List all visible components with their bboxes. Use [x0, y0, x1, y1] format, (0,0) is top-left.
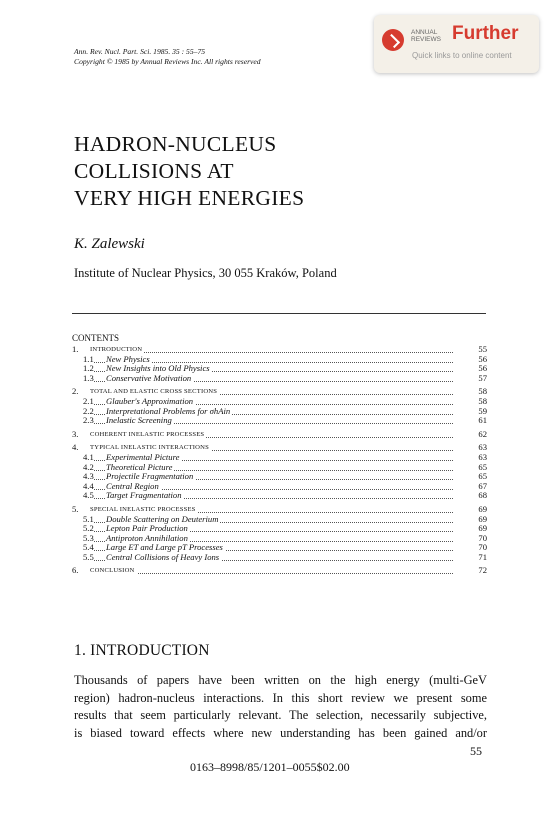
paragraph-line: is biased toward effects where new understanding has been gained and/or — [74, 725, 487, 740]
page-number: 55 — [470, 744, 482, 758]
toc-page: 69 — [478, 503, 487, 514]
toc-title: Inelastic Screening — [106, 415, 172, 426]
toc-page: 69 — [478, 523, 487, 534]
toc-page: 58 — [478, 395, 487, 406]
toc-title: Central Region — [106, 480, 159, 491]
journal-line-2: Copyright © 1985 by Annual Reviews Inc. All rights reserved — [74, 57, 261, 66]
toc-number: 5.2 — [83, 523, 94, 534]
toc-number: 1. — [72, 344, 79, 354]
toc-number: 4.1 — [83, 451, 94, 462]
toc-page: 61 — [478, 415, 487, 426]
toc-page: 59 — [478, 405, 487, 416]
toc-row — [72, 374, 487, 384]
toc-number: 2.2 — [83, 405, 94, 416]
section-heading: 1. INTRODUCTION — [74, 642, 210, 659]
toc-number: 4.4 — [83, 480, 94, 491]
toc-leader-dots — [94, 573, 453, 574]
toc-number: 1.3 — [83, 372, 94, 383]
toc-page: 63 — [478, 451, 487, 462]
toc-title: Projectile Fragmentation — [106, 471, 194, 482]
journal-line-1: Ann. Rev. Nucl. Part. Sci. 1985. 35 : 55–75 — [74, 47, 206, 56]
toc-number: 5.5 — [83, 551, 94, 562]
toc-row — [72, 416, 487, 426]
toc-title: Experimental Picture — [106, 451, 180, 462]
paragraph-line: region) hadron-nucleus interactions. In this short review we present some — [74, 690, 487, 705]
toc-page: 56 — [478, 363, 487, 374]
toc-number: 5.1 — [83, 513, 94, 524]
toc-title: New Insights into Old Physics — [106, 363, 210, 374]
toc-page: 56 — [478, 353, 487, 364]
paragraph-line: Thousands of papers have been written on the high energy (multi-GeV — [74, 673, 487, 687]
toc-number: 2.1 — [83, 395, 94, 406]
annual-reviews-label: ANNUAL REVIEWS — [411, 29, 441, 43]
table-of-contents — [72, 333, 487, 576]
toc-page: 70 — [478, 542, 487, 553]
toc-number: 1.1 — [83, 353, 94, 364]
toc-title: INTRODUCTION — [90, 346, 143, 353]
checkmark-icon — [382, 29, 404, 51]
toc-title: SPECIAL INELASTIC PROCESSES — [90, 505, 196, 513]
toc-row — [72, 566, 487, 576]
toc-number: 5. — [72, 503, 79, 514]
further-label: Further — [452, 23, 519, 44]
toc-title: Double Scattering on Deuterium — [106, 513, 219, 524]
toc-title: Interpretational Problems for σhAin — [106, 405, 231, 416]
toc-number: 4.2 — [83, 461, 94, 472]
toc-number: 2. — [72, 386, 79, 397]
toc-title: CONCLUSION — [90, 567, 135, 575]
quick-links-label: Quick links to online content — [412, 51, 512, 60]
toc-page: 71 — [478, 551, 487, 562]
toc-row — [72, 491, 487, 501]
toc-list — [72, 345, 487, 576]
toc-page: 62 — [478, 428, 487, 439]
contents-heading: CONTENTS — [72, 333, 119, 343]
footer-code: 0163–8998/85/1201–0055$02.00 — [190, 760, 350, 774]
title-line: VERY HIGH ENERGIES — [74, 186, 305, 210]
toc-title: Theoretical Picture — [106, 461, 173, 472]
intro-paragraph — [74, 672, 487, 742]
toc-row — [72, 430, 487, 440]
toc-page: 70 — [478, 532, 487, 543]
toc-number: 5.4 — [83, 542, 94, 553]
toc-title: TYPICAL INELASTIC INTERACTIONS — [90, 444, 209, 452]
toc-title: Glauber's Approximation — [106, 395, 194, 406]
toc-title: New Physics — [106, 353, 150, 364]
toc-title: Central Collisions of Heavy Ions — [106, 551, 220, 562]
toc-number: 4.3 — [83, 471, 94, 482]
toc-title: TOTAL AND ELASTIC CROSS SECTIONS — [90, 388, 218, 396]
toc-title: Conservative Motivation — [106, 372, 192, 383]
toc-page: 63 — [478, 442, 487, 453]
title-line: COLLISIONS AT — [74, 159, 234, 183]
author-name: K. Zalewski — [74, 236, 145, 252]
toc-number: 6. — [72, 565, 79, 576]
toc-page: 65 — [478, 471, 487, 482]
toc-title: Lepton Pair Production — [106, 523, 188, 534]
toc-row — [72, 553, 487, 563]
article-title — [74, 131, 304, 212]
toc-leader-dots — [94, 352, 453, 353]
toc-number: 4. — [72, 442, 79, 453]
toc-number: 5.3 — [83, 532, 94, 543]
toc-number: 3. — [72, 428, 79, 439]
title-line: HADRON-NUCLEUS — [74, 132, 277, 156]
toc-page: 69 — [478, 513, 487, 524]
toc-page: 68 — [478, 490, 487, 501]
toc-title: Large ET and Large pT Processes — [106, 542, 223, 553]
paragraph-line: results that seem particularly relevant. The selection, necessarily subjective, — [74, 708, 487, 723]
author-affiliation: Institute of Nuclear Physics, 30 055 Kraków, Poland — [74, 266, 337, 280]
toc-page: 67 — [478, 480, 487, 491]
further-badge[interactable] — [374, 15, 539, 73]
toc-page: 57 — [478, 372, 487, 383]
toc-number: 4.5 — [83, 490, 94, 501]
toc-number: 2.3 — [83, 415, 94, 426]
toc-page: 65 — [478, 461, 487, 472]
toc-title: Antiproton Annihilation — [106, 532, 188, 543]
toc-title: COHERENT INELASTIC PROCESSES — [90, 430, 205, 438]
toc-title: Target Fragmentation — [106, 490, 182, 501]
divider — [72, 313, 486, 314]
journal-citation — [74, 47, 261, 67]
toc-page: 55 — [478, 344, 487, 354]
toc-number: 1.2 — [83, 363, 94, 374]
toc-page: 72 — [478, 565, 487, 576]
toc-page: 58 — [478, 386, 487, 397]
